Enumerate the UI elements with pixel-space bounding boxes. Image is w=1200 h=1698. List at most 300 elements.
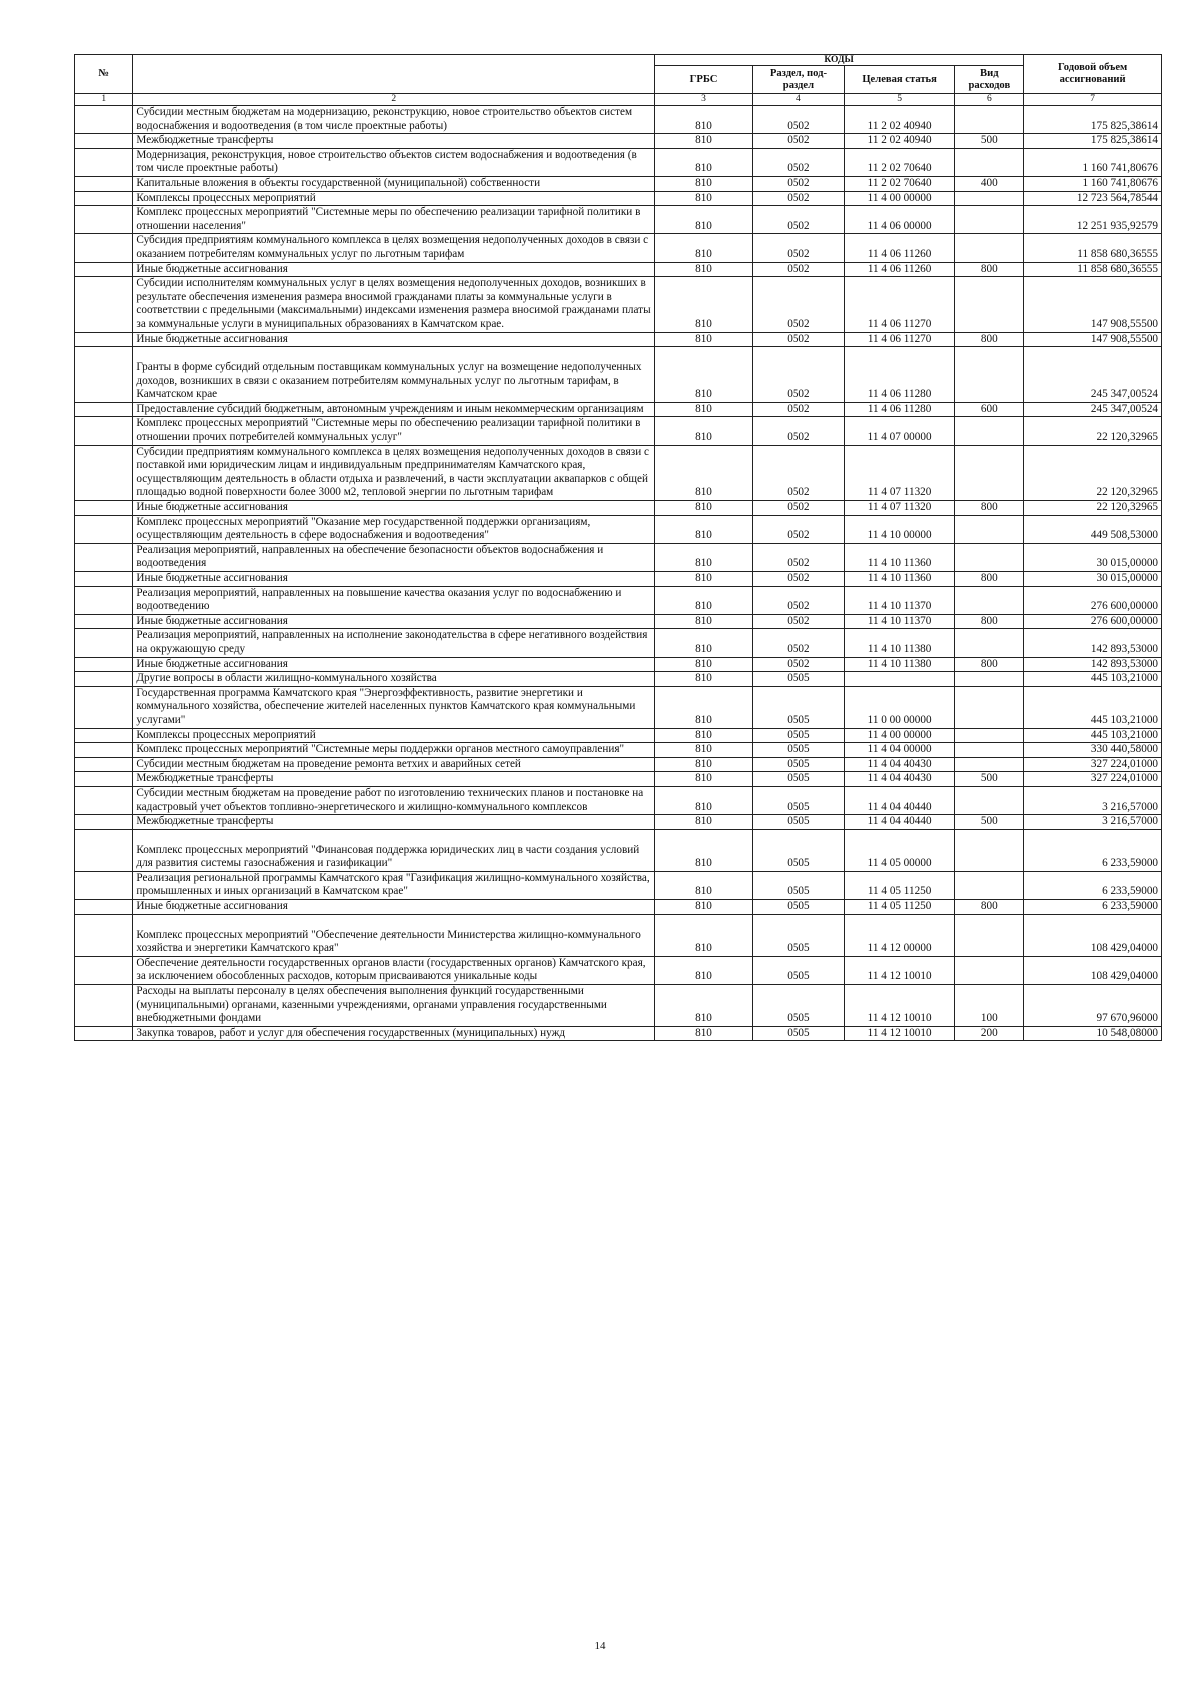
row-target-article-cell: 11 4 10 11380	[844, 629, 955, 657]
row-expense-type-cell	[955, 277, 1024, 332]
row-section-cell: 0502	[753, 501, 845, 516]
row-section-cell: 0505	[753, 728, 845, 743]
row-section-cell: 0505	[753, 900, 845, 915]
row-sum-cell: 6 233,59000	[1024, 829, 1162, 871]
header-number: №	[75, 55, 133, 94]
row-expense-type-cell	[955, 417, 1024, 445]
row-number-cell	[75, 262, 133, 277]
row-section-cell: 0505	[753, 956, 845, 984]
row-name-cell: Предоставление субсидий бюджетным, автономным учреждениям и иным некоммерческим организациям	[133, 402, 655, 417]
row-expense-type-cell	[955, 445, 1024, 500]
table-row	[75, 134, 1162, 149]
row-grbs-cell: 810	[654, 572, 752, 587]
row-number-cell	[75, 417, 133, 445]
row-name-cell: Гранты в форме субсидий отдельным поставщикам коммунальных услуг на возмещение недополученных доходов, возникших в связи с оказанием потребителям коммунальных услуг по льготным тарифам, в Камчатском крае	[133, 347, 655, 403]
row-target-article-cell: 11 4 06 11280	[844, 402, 955, 417]
row-grbs-cell: 810	[654, 743, 752, 758]
row-number-cell	[75, 871, 133, 899]
row-name-cell: Комплекс процессных мероприятий "Оказание мер государственной поддержки организациям, осуществляющим деятельность в сфере водоснабжения и водоотведения"	[133, 515, 655, 543]
row-target-article-cell: 11 4 10 11360	[844, 572, 955, 587]
row-section-cell: 0505	[753, 829, 845, 871]
row-grbs-cell: 810	[654, 277, 752, 332]
row-name-cell: Реализация мероприятий, направленных на обеспечение безопасности объектов водоснабжения и водоотведения	[133, 543, 655, 571]
column-number: 4	[753, 94, 845, 106]
row-sum-cell: 327 224,01000	[1024, 772, 1162, 787]
row-name-cell: Иные бюджетные ассигнования	[133, 657, 655, 672]
row-number-cell	[75, 914, 133, 956]
table-body	[75, 106, 1162, 1041]
row-name-cell: Комплекс процессных мероприятий "Системные меры по обеспечению реализации тарифной политики в отношении прочих потребителей коммунальных услуг"	[133, 417, 655, 445]
row-grbs-cell: 810	[654, 1026, 752, 1041]
row-expense-type-cell	[955, 586, 1024, 614]
row-sum-cell: 22 120,32965	[1024, 445, 1162, 500]
row-target-article-cell: 11 0 00 00000	[844, 686, 955, 728]
row-number-cell	[75, 786, 133, 814]
table-row	[75, 614, 1162, 629]
row-section-cell: 0505	[753, 772, 845, 787]
column-number: 7	[1024, 94, 1162, 106]
table-row	[75, 572, 1162, 587]
row-number-cell	[75, 586, 133, 614]
row-grbs-cell: 810	[654, 629, 752, 657]
row-name-cell: Закупка товаров, работ и услуг для обеспечения государственных (муниципальных) нужд	[133, 1026, 655, 1041]
row-target-article-cell: 11 4 12 10010	[844, 1026, 955, 1041]
row-expense-type-cell	[955, 543, 1024, 571]
row-sum-cell: 6 233,59000	[1024, 900, 1162, 915]
header-row-top	[75, 55, 1162, 66]
row-name-cell: Субсидии исполнителям коммунальных услуг в целях возмещения недополученных доходов, возникших в результате обеспечения изменения размера вносимой гражданами платы за коммунальные услуги в соответствии с предельными (максимальными) индексами изменения размера вносимой гражданами платы за коммунальные услуги в муниципальных образованиях в Камчатском крае.	[133, 277, 655, 332]
row-section-cell: 0502	[753, 417, 845, 445]
row-grbs-cell: 810	[654, 402, 752, 417]
row-name-cell: Иные бюджетные ассигнования	[133, 332, 655, 347]
row-target-article-cell: 11 4 05 11250	[844, 871, 955, 899]
row-section-cell: 0502	[753, 234, 845, 262]
row-target-article-cell: 11 4 07 11320	[844, 445, 955, 500]
row-grbs-cell: 810	[654, 586, 752, 614]
row-grbs-cell: 810	[654, 956, 752, 984]
row-target-article-cell: 11 4 06 00000	[844, 206, 955, 234]
row-sum-cell: 142 893,53000	[1024, 629, 1162, 657]
row-number-cell	[75, 900, 133, 915]
table-row	[75, 191, 1162, 206]
row-sum-cell: 22 120,32965	[1024, 417, 1162, 445]
row-sum-cell: 175 825,38614	[1024, 134, 1162, 149]
row-expense-type-cell	[955, 515, 1024, 543]
row-target-article-cell: 11 4 12 10010	[844, 956, 955, 984]
row-number-cell	[75, 728, 133, 743]
table-row	[75, 176, 1162, 191]
table-row	[75, 757, 1162, 772]
column-number: 6	[955, 94, 1024, 106]
row-number-cell	[75, 829, 133, 871]
row-number-cell	[75, 106, 133, 134]
row-name-cell: Субсидии предприятиям коммунального комплекса в целях возмещения недополученных доходов в связи с поставкой ими юридическим лицам и индивидуальным предпринимателям Камчатского края, осуществляющим деятельность в области отдыха и развлечений, в части эксплуатации аквапарков с общей площадью водной поверхности более 3000 м2, тепловой энергии по льготным тарифам	[133, 445, 655, 500]
row-number-cell	[75, 657, 133, 672]
row-sum-cell: 6 233,59000	[1024, 871, 1162, 899]
row-sum-cell: 445 103,21000	[1024, 686, 1162, 728]
header-annual-volume: Годовой объем ассигнований	[1024, 55, 1162, 94]
row-target-article-cell: 11 4 10 11370	[844, 614, 955, 629]
row-section-cell: 0502	[753, 277, 845, 332]
row-sum-cell: 445 103,21000	[1024, 672, 1162, 687]
row-expense-type-cell	[955, 672, 1024, 687]
row-number-cell	[75, 743, 133, 758]
row-expense-type-cell	[955, 956, 1024, 984]
row-number-cell	[75, 629, 133, 657]
row-grbs-cell: 810	[654, 686, 752, 728]
row-sum-cell: 22 120,32965	[1024, 501, 1162, 516]
row-sum-cell: 245 347,00524	[1024, 347, 1162, 403]
row-grbs-cell: 810	[654, 234, 752, 262]
row-target-article-cell: 11 4 06 11260	[844, 262, 955, 277]
row-section-cell: 0502	[753, 106, 845, 134]
row-expense-type-cell	[955, 829, 1024, 871]
row-grbs-cell: 810	[654, 332, 752, 347]
row-target-article-cell: 11 4 10 00000	[844, 515, 955, 543]
row-grbs-cell: 810	[654, 900, 752, 915]
row-section-cell: 0505	[753, 1026, 845, 1041]
row-sum-cell: 327 224,01000	[1024, 757, 1162, 772]
table-row	[75, 672, 1162, 687]
row-target-article-cell: 11 4 05 00000	[844, 829, 955, 871]
row-number-cell	[75, 815, 133, 830]
row-name-cell: Государственная программа Камчатского края "Энергоэффективность, развитие энергетики и коммунального хозяйства, обеспечение жителей населенных пунктов Камчатского края коммунальными услугами"	[133, 686, 655, 728]
table-row	[75, 206, 1162, 234]
row-number-cell	[75, 956, 133, 984]
row-target-article-cell: 11 2 02 40940	[844, 106, 955, 134]
row-expense-type-cell	[955, 871, 1024, 899]
row-sum-cell: 11 858 680,36555	[1024, 234, 1162, 262]
row-sum-cell: 108 429,04000	[1024, 956, 1162, 984]
row-number-cell	[75, 515, 133, 543]
row-name-cell: Комплекс процессных мероприятий "Финансовая поддержка юридических лиц в части создания условий для развития системы газоснабжения и газификации"	[133, 829, 655, 871]
row-sum-cell: 108 429,04000	[1024, 914, 1162, 956]
row-sum-cell: 330 440,58000	[1024, 743, 1162, 758]
row-number-cell	[75, 445, 133, 500]
row-grbs-cell: 810	[654, 417, 752, 445]
row-target-article-cell: 11 4 12 10010	[844, 985, 955, 1027]
row-name-cell: Субсидии местным бюджетам на проведение ремонта ветхих и аварийных сетей	[133, 757, 655, 772]
row-grbs-cell: 810	[654, 829, 752, 871]
row-target-article-cell: 11 4 04 40440	[844, 815, 955, 830]
row-section-cell: 0502	[753, 572, 845, 587]
row-expense-type-cell: 100	[955, 985, 1024, 1027]
row-name-cell: Реализация мероприятий, направленных на исполнение законодательства в сфере негативного воздействия на окружающую среду	[133, 629, 655, 657]
row-grbs-cell: 810	[654, 543, 752, 571]
row-sum-cell: 445 103,21000	[1024, 728, 1162, 743]
row-name-cell: Иные бюджетные ассигнования	[133, 900, 655, 915]
row-expense-type-cell: 200	[955, 1026, 1024, 1041]
row-target-article-cell: 11 4 10 11380	[844, 657, 955, 672]
table-row	[75, 686, 1162, 728]
row-grbs-cell: 810	[654, 728, 752, 743]
table-row	[75, 445, 1162, 500]
row-expense-type-cell: 800	[955, 572, 1024, 587]
row-expense-type-cell: 600	[955, 402, 1024, 417]
row-name-cell: Реализация мероприятий, направленных на повышение качества оказания услуг по водоснабжению и водоотведению	[133, 586, 655, 614]
row-sum-cell: 276 600,00000	[1024, 614, 1162, 629]
row-name-cell: Модернизация, реконструкция, новое строительство объектов систем водоснабжения и водоотведения (в том числе проектные работы)	[133, 148, 655, 176]
row-grbs-cell: 810	[654, 985, 752, 1027]
row-target-article-cell: 11 4 04 00000	[844, 743, 955, 758]
table-row	[75, 871, 1162, 899]
row-number-cell	[75, 277, 133, 332]
row-sum-cell: 12 251 935,92579	[1024, 206, 1162, 234]
row-expense-type-cell: 800	[955, 657, 1024, 672]
row-section-cell: 0502	[753, 515, 845, 543]
row-sum-cell: 97 670,96000	[1024, 985, 1162, 1027]
row-name-cell: Реализация региональной программы Камчатского края "Газификация жилищно-коммунального хозяйства, промышленных и иных организаций в Камчатском крае"	[133, 871, 655, 899]
row-name-cell: Комплексы процессных мероприятий	[133, 191, 655, 206]
table-row	[75, 501, 1162, 516]
table-row	[75, 815, 1162, 830]
row-name-cell: Комплекс процессных мероприятий "Системные меры по обеспечению реализации тарифной политики в отношении населения"	[133, 206, 655, 234]
table-row	[75, 914, 1162, 956]
row-target-article-cell: 11 4 04 40440	[844, 786, 955, 814]
row-expense-type-cell: 400	[955, 176, 1024, 191]
row-sum-cell: 3 216,57000	[1024, 786, 1162, 814]
row-expense-type-cell: 800	[955, 614, 1024, 629]
row-target-article-cell: 11 4 12 00000	[844, 914, 955, 956]
row-grbs-cell: 810	[654, 347, 752, 403]
row-section-cell: 0505	[753, 914, 845, 956]
row-sum-cell: 10 548,08000	[1024, 1026, 1162, 1041]
table-row	[75, 234, 1162, 262]
row-expense-type-cell: 800	[955, 332, 1024, 347]
header-target-article: Целевая статья	[844, 66, 955, 94]
header-grbs: ГРБС	[654, 66, 752, 94]
row-number-cell	[75, 772, 133, 787]
row-grbs-cell: 810	[654, 148, 752, 176]
row-sum-cell: 245 347,00524	[1024, 402, 1162, 417]
row-expense-type-cell: 800	[955, 262, 1024, 277]
row-grbs-cell: 810	[654, 262, 752, 277]
table-row	[75, 1026, 1162, 1041]
row-name-cell: Другие вопросы в области жилищно-коммунального хозяйства	[133, 672, 655, 687]
row-expense-type-cell: 500	[955, 815, 1024, 830]
row-target-article-cell: 11 4 06 11260	[844, 234, 955, 262]
row-target-article-cell: 11 4 06 11280	[844, 347, 955, 403]
row-expense-type-cell	[955, 347, 1024, 403]
column-number: 3	[654, 94, 752, 106]
row-target-article-cell: 11 4 10 11370	[844, 586, 955, 614]
table-row	[75, 347, 1162, 403]
table-row	[75, 417, 1162, 445]
row-section-cell: 0502	[753, 445, 845, 500]
row-grbs-cell: 810	[654, 191, 752, 206]
row-target-article-cell: 11 4 00 00000	[844, 191, 955, 206]
row-target-article-cell	[844, 672, 955, 687]
row-expense-type-cell	[955, 629, 1024, 657]
row-section-cell: 0505	[753, 786, 845, 814]
budget-table	[74, 54, 1162, 1041]
row-number-cell	[75, 672, 133, 687]
row-name-cell: Субсидии местным бюджетам на модернизацию, реконструкцию, новое строительство объектов систем водоснабжения и водоотведения (в том числе проектные работы)	[133, 106, 655, 134]
row-expense-type-cell: 800	[955, 900, 1024, 915]
table-row	[75, 106, 1162, 134]
row-grbs-cell: 810	[654, 757, 752, 772]
row-expense-type-cell: 500	[955, 772, 1024, 787]
row-grbs-cell: 810	[654, 786, 752, 814]
row-sum-cell: 3 216,57000	[1024, 815, 1162, 830]
table-row	[75, 728, 1162, 743]
row-expense-type-cell	[955, 206, 1024, 234]
table-row	[75, 515, 1162, 543]
row-grbs-cell: 810	[654, 106, 752, 134]
row-target-article-cell: 11 4 04 40430	[844, 757, 955, 772]
row-section-cell: 0505	[753, 743, 845, 758]
row-name-cell: Расходы на выплаты персоналу в целях обеспечения выполнения функций государственными (муниципальными) органами, казенными учреждениями, органами управления государственными внебюджетными фондами	[133, 985, 655, 1027]
row-name-cell: Комплекс процессных мероприятий "Обеспечение деятельности Министерства жилищно-коммунального хозяйства и энергетики Камчатского края"	[133, 914, 655, 956]
header-expense-type: Вид расходов	[955, 66, 1024, 94]
table-row	[75, 332, 1162, 347]
row-section-cell: 0505	[753, 757, 845, 772]
row-expense-type-cell	[955, 757, 1024, 772]
row-name-cell: Межбюджетные трансферты	[133, 815, 655, 830]
row-number-cell	[75, 543, 133, 571]
row-expense-type-cell	[955, 106, 1024, 134]
row-sum-cell: 175 825,38614	[1024, 106, 1162, 134]
row-target-article-cell: 11 4 04 40430	[844, 772, 955, 787]
row-sum-cell: 1 160 741,80676	[1024, 176, 1162, 191]
row-name-cell: Межбюджетные трансферты	[133, 134, 655, 149]
row-section-cell: 0502	[753, 347, 845, 403]
row-section-cell: 0505	[753, 672, 845, 687]
table-row	[75, 277, 1162, 332]
row-expense-type-cell	[955, 743, 1024, 758]
row-section-cell: 0505	[753, 815, 845, 830]
row-section-cell: 0502	[753, 657, 845, 672]
row-number-cell	[75, 176, 133, 191]
header-codes: КОДЫ	[654, 55, 1023, 66]
row-name-cell: Обеспечение деятельности государственных органов власти (государственных органов) Камчатского края, за исключением обособленных расходов, которым присваиваются уникальные коды	[133, 956, 655, 984]
row-target-article-cell: 11 4 05 11250	[844, 900, 955, 915]
row-expense-type-cell: 500	[955, 134, 1024, 149]
row-section-cell: 0502	[753, 191, 845, 206]
row-name-cell: Межбюджетные трансферты	[133, 772, 655, 787]
row-name-cell: Комплекс процессных мероприятий "Системные меры поддержки органов местного самоуправления"	[133, 743, 655, 758]
row-sum-cell: 449 508,53000	[1024, 515, 1162, 543]
row-number-cell	[75, 501, 133, 516]
column-number: 2	[133, 94, 655, 106]
row-number-cell	[75, 134, 133, 149]
row-section-cell: 0502	[753, 629, 845, 657]
row-number-cell	[75, 757, 133, 772]
table-row	[75, 985, 1162, 1027]
row-sum-cell: 1 160 741,80676	[1024, 148, 1162, 176]
header-name	[133, 55, 655, 94]
row-section-cell: 0502	[753, 134, 845, 149]
row-grbs-cell: 810	[654, 871, 752, 899]
row-number-cell	[75, 206, 133, 234]
table-row	[75, 543, 1162, 571]
column-number-row	[75, 94, 1162, 106]
table-row	[75, 900, 1162, 915]
row-target-article-cell: 11 2 02 40940	[844, 134, 955, 149]
row-target-article-cell: 11 4 00 00000	[844, 728, 955, 743]
budget-sheet	[74, 54, 1162, 1041]
row-expense-type-cell	[955, 728, 1024, 743]
row-sum-cell: 11 858 680,36555	[1024, 262, 1162, 277]
header-section: Раздел, под-раздел	[753, 66, 845, 94]
row-target-article-cell: 11 4 07 00000	[844, 417, 955, 445]
row-grbs-cell: 810	[654, 657, 752, 672]
row-name-cell: Капитальные вложения в объекты государственной (муниципальной) собственности	[133, 176, 655, 191]
row-grbs-cell: 810	[654, 176, 752, 191]
row-number-cell	[75, 686, 133, 728]
row-section-cell: 0502	[753, 148, 845, 176]
column-number: 5	[844, 94, 955, 106]
row-expense-type-cell	[955, 686, 1024, 728]
table-row	[75, 262, 1162, 277]
row-number-cell	[75, 191, 133, 206]
row-name-cell: Субсидии местным бюджетам на проведение работ по изготовлению технических планов и постановке на кадастровый учет объектов топливно-энергетического и жилищно-коммунального комплексов	[133, 786, 655, 814]
row-number-cell	[75, 1026, 133, 1041]
row-sum-cell: 12 723 564,78544	[1024, 191, 1162, 206]
table-row	[75, 786, 1162, 814]
table-row	[75, 829, 1162, 871]
row-sum-cell: 30 015,00000	[1024, 572, 1162, 587]
row-expense-type-cell	[955, 234, 1024, 262]
row-expense-type-cell	[955, 191, 1024, 206]
row-target-article-cell: 11 4 06 11270	[844, 277, 955, 332]
row-expense-type-cell: 800	[955, 501, 1024, 516]
row-number-cell	[75, 148, 133, 176]
row-sum-cell: 276 600,00000	[1024, 586, 1162, 614]
row-number-cell	[75, 332, 133, 347]
row-sum-cell: 142 893,53000	[1024, 657, 1162, 672]
row-section-cell: 0502	[753, 402, 845, 417]
row-section-cell: 0505	[753, 871, 845, 899]
table-row	[75, 402, 1162, 417]
table-row	[75, 772, 1162, 787]
table-row	[75, 956, 1162, 984]
table-row	[75, 629, 1162, 657]
row-sum-cell: 147 908,55500	[1024, 332, 1162, 347]
row-grbs-cell: 810	[654, 914, 752, 956]
row-target-article-cell: 11 2 02 70640	[844, 148, 955, 176]
row-section-cell: 0502	[753, 543, 845, 571]
table-row	[75, 148, 1162, 176]
row-section-cell: 0502	[753, 206, 845, 234]
row-grbs-cell: 810	[654, 614, 752, 629]
row-name-cell: Иные бюджетные ассигнования	[133, 262, 655, 277]
row-grbs-cell: 810	[654, 134, 752, 149]
row-grbs-cell: 810	[654, 206, 752, 234]
row-grbs-cell: 810	[654, 515, 752, 543]
row-name-cell: Субсидия предприятиям коммунального комплекса в целях возмещения недополученных доходов в связи с оказанием потребителям коммунальных услуг по льготным тарифам	[133, 234, 655, 262]
row-name-cell: Иные бюджетные ассигнования	[133, 614, 655, 629]
row-grbs-cell: 810	[654, 815, 752, 830]
row-target-article-cell: 11 4 10 11360	[844, 543, 955, 571]
table-row	[75, 743, 1162, 758]
page-number: 14	[594, 1640, 606, 1652]
row-grbs-cell: 810	[654, 772, 752, 787]
row-name-cell: Иные бюджетные ассигнования	[133, 572, 655, 587]
row-grbs-cell: 810	[654, 445, 752, 500]
table-row	[75, 657, 1162, 672]
row-number-cell	[75, 234, 133, 262]
row-section-cell: 0505	[753, 985, 845, 1027]
column-number: 1	[75, 94, 133, 106]
row-section-cell: 0502	[753, 262, 845, 277]
row-section-cell: 0502	[753, 586, 845, 614]
row-sum-cell: 30 015,00000	[1024, 543, 1162, 571]
row-name-cell: Иные бюджетные ассигнования	[133, 501, 655, 516]
row-expense-type-cell	[955, 786, 1024, 814]
row-grbs-cell: 810	[654, 672, 752, 687]
row-section-cell: 0505	[753, 686, 845, 728]
